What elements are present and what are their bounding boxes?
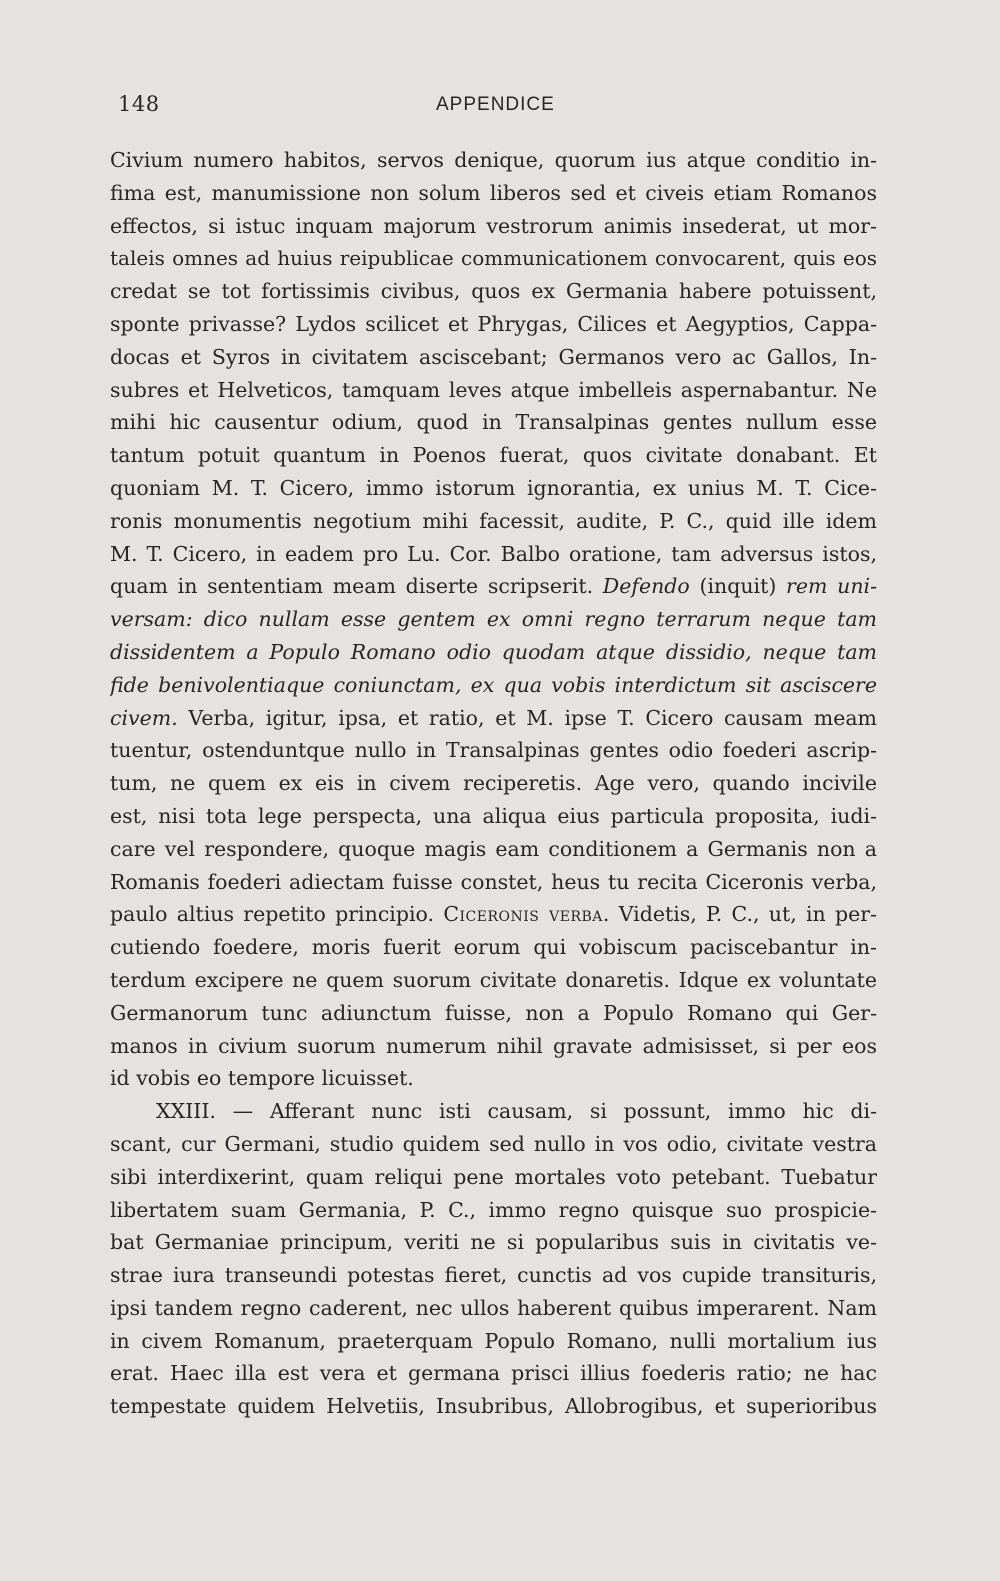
text-line: M. T. Cicero, in eadem pro Lu. Cor. Balbo oratione, tam adversus istos, [110, 541, 877, 566]
text-line: est, nisi tota lege perspecta, una aliqua eius particula proposita, iudi- [110, 803, 877, 828]
text-line: fima est, manumissione non solum liberos sed et civeis etiam Romanos [110, 180, 877, 205]
text-line: quoniam M. T. Cicero, immo istorum ignorantia, ex unius M. T. Cice- [110, 475, 877, 500]
text-line: ipsi tandem regno caderent, nec ullos haberent quibus imperarent. Nam [110, 1295, 877, 1320]
text-line: scant, cur Germani, studio quidem sed nullo in vos odio, civitate vestra [110, 1131, 877, 1156]
text-line: ronis monumentis negotium mihi facessit, audite, P. C., quid ille idem [110, 508, 877, 533]
text-line: erat. Haec illa est vera et germana prisci illius foederis ratio; ne hac [110, 1361, 877, 1386]
page-header [118, 92, 878, 122]
text-line: manos in civium suorum numerum nihil gravate admisisset, si per eos [110, 1033, 877, 1058]
text-line: subres et Helveticos, tamquam leves atque imbelleis aspernabantur. Ne [110, 377, 877, 402]
text-line: cutiendo foedere, moris fuerit eorum qui vobiscum paciscebantur in- [110, 935, 877, 960]
section-start-line: XXIII. — Afferant nunc isti causam, si possunt, immo hic di- [156, 1099, 877, 1124]
text-line: versam: dico nullam esse gentem ex omni regno terrarum neque tam [110, 607, 877, 632]
text-line: dissidentem a Populo Romano odio quodam atque dissidio, neque tam [110, 639, 877, 664]
text-line: civem. Verba, igitur, ipsa, et ratio, et M. ipse T. Cicero causam meam [110, 705, 877, 730]
body-text [110, 144, 877, 1423]
text-line: sponte privasse? Lydos scilicet et Phrygas, Cilices et Aegyptios, Cappa- [110, 311, 877, 336]
text-line: id vobis eo tempore licuisset. [110, 1066, 414, 1091]
text-line: mihi hic causentur odium, quod in Transalpinas gentes nullum esse [110, 410, 877, 435]
text-line: bat Germaniae principum, veriti ne si popularibus suis in civitatis ve- [110, 1230, 877, 1255]
text-line: tantum potuit quantum in Poenos fuerat, quos civitate donabant. Et [110, 443, 877, 468]
text-line: care vel respondere, quoque magis eam conditionem a Germanis non a [110, 836, 877, 861]
text-line: quam in sententiam meam diserte scripserit. Defendo (inquit) rem uni- [110, 574, 877, 599]
text-line: effectos, si istuc inquam majorum vestrorum animis insederat, ut mor- [110, 213, 877, 238]
page-number: 148 [118, 92, 160, 116]
italic-quote: civem. [110, 705, 178, 730]
italic-quote: rem uni- [786, 574, 877, 599]
text-line: Germanorum tunc adiunctum fuisse, non a Populo Romano qui Ger- [110, 1000, 877, 1025]
text-line: tum, ne quem ex eis in civem reciperetis. Age vero, quando incivile [110, 771, 877, 796]
text-line: paulo altius repetito principio. Ciceronis verba. Videtis, P. C., ut, in per- [110, 902, 877, 927]
text-line: docas et Syros in civitatem asciscebant; Germanos vero ac Gallos, In- [110, 344, 877, 369]
text-line: taleis omnes ad huius reipublicae communicationem convocarent, quis eos [110, 246, 877, 271]
text-line: tempestate quidem Helvetiis, Insubribus, Allobrogibus, et superioribus [110, 1394, 877, 1419]
italic-quote: Defendo [602, 574, 690, 599]
text-line: sibi interdixerint, quam reliqui pene mortales voto petebant. Tuebatur [110, 1164, 877, 1189]
text-line: credat se tot fortissimis civibus, quos ex Germania habere potuissent, [110, 279, 877, 304]
text-line: libertatem suam Germania, P. C., immo regno quisque suo prospicie- [110, 1197, 877, 1222]
text-line: strae iura transeundi potestas fieret, cunctis ad vos cupide transituris, [110, 1263, 877, 1288]
small-caps-heading: Ciceronis verba [443, 902, 603, 927]
text-line: terdum excipere ne quem suorum civitate donaretis. Idque ex voluntate [110, 967, 877, 992]
text-line: fide benivolentiaque coniunctam, ex qua vobis interdictum sit asciscere [110, 672, 877, 697]
text-line: tuentur, ostenduntque nullo in Transalpinas gentes odio foederi ascrip- [110, 738, 877, 763]
text-line: in civem Romanum, praeterquam Populo Romano, nulli mortalium ius [110, 1328, 877, 1353]
text-line: Civium numero habitos, servos denique, quorum ius atque conditio in- [110, 148, 877, 172]
text-line: Romanis foederi adiectam fuisse constet, heus tu recita Ciceronis verba, [110, 869, 877, 894]
running-head: APPENDICE [436, 94, 555, 115]
